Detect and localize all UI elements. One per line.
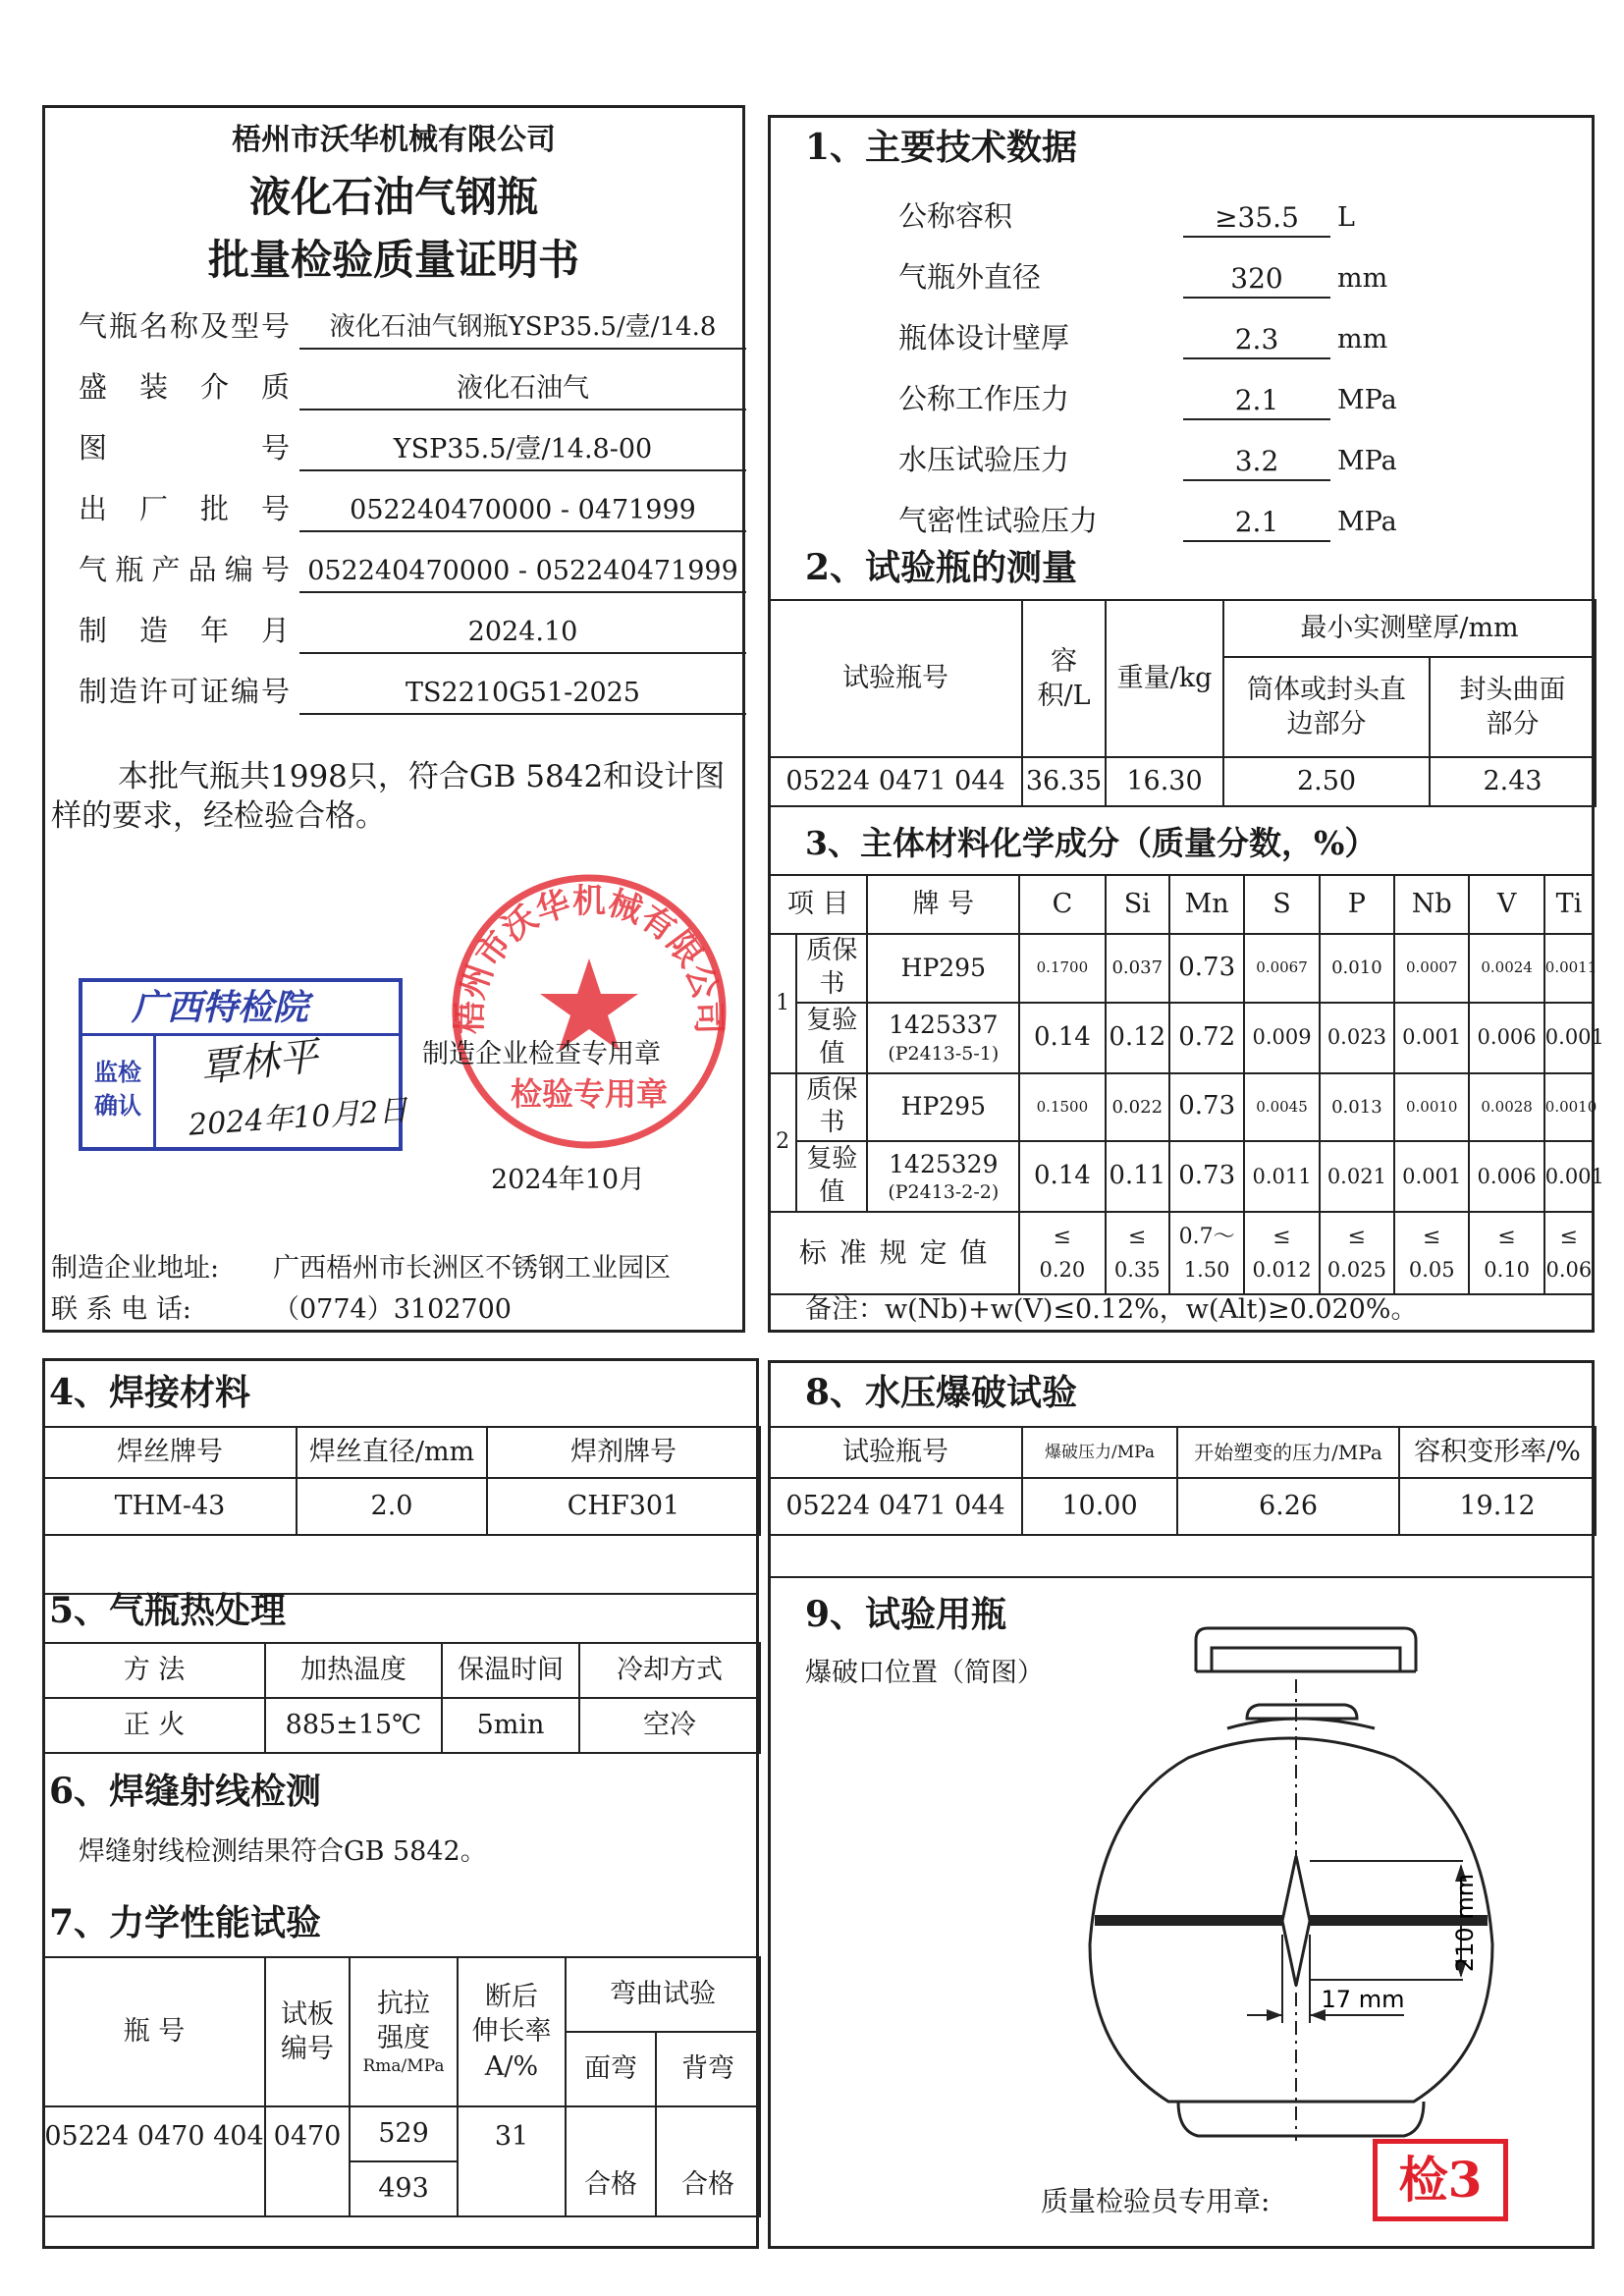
h-element-P: P [1320, 875, 1394, 934]
tech-label-5: 气密性试验压力 [898, 504, 1099, 537]
tech-value-4: 3.2 [1234, 445, 1279, 477]
inspector-stamp: 检3 [1373, 2139, 1508, 2221]
inspection-label-1: 监检 [94, 1058, 141, 1086]
chem-value-Si: 0.037 [1106, 934, 1169, 1003]
cell-flux-grade: CHF301 [487, 1478, 760, 1535]
h-element-Nb: Nb [1394, 875, 1469, 934]
cell-heat-temp: 885±15℃ [265, 1698, 442, 1753]
sec3-title: 3、主体材料化学成分（质量分数，%） [805, 824, 1378, 862]
h-volume: 容积/L [1022, 600, 1106, 757]
row-type: 质保书 [796, 934, 867, 1003]
field-underline-4 [299, 591, 746, 593]
h-element-V: V [1469, 875, 1543, 934]
h-wire-diameter: 焊丝直径/mm [297, 1427, 487, 1478]
std-value-P: ≤ 0.025 [1320, 1212, 1394, 1294]
h-burst-bottle: 试验瓶号 [769, 1427, 1022, 1478]
chem-value-Nb: 0.001 [1394, 1003, 1469, 1073]
h-burst-pressure: 爆破压力/MPa [1022, 1427, 1177, 1478]
tech-unit-5: MPa [1337, 507, 1397, 537]
company-seal [442, 864, 736, 1159]
h-flux-grade: 焊剂牌号 [487, 1427, 760, 1478]
h-yield-pressure: 开始塑变的压力/MPa [1177, 1427, 1399, 1478]
cell-elongation: 31 [458, 2106, 566, 2216]
cell-hold-time: 5min [442, 1698, 579, 1753]
h-element-C: C [1019, 875, 1105, 934]
sec8-title: 8、水压爆破试验 [805, 1372, 1078, 1413]
chem-value-S: 0.009 [1244, 1003, 1319, 1073]
field-value-6: TS2210G51-2025 [406, 678, 640, 708]
cell-tensile-1: 529 [350, 2106, 458, 2161]
phone-label: 联 系 电 话: [51, 1294, 191, 1325]
cell-wire-diameter: 2.0 [297, 1478, 487, 1535]
cell-plate-no: 0470 [265, 2106, 350, 2216]
tech-underline-0 [1183, 236, 1330, 238]
chem-value-P: 0.013 [1320, 1073, 1394, 1142]
sec6-title: 6、焊缝射线检测 [49, 1771, 322, 1812]
chem-value-S: 0.0045 [1244, 1073, 1319, 1142]
sec1-title: 1、主要技术数据 [805, 127, 1078, 168]
field-label-0: 气瓶名称及型号 [79, 309, 290, 343]
row-grade: HP295 [867, 934, 1019, 1003]
chem-value-Mn: 0.73 [1169, 1141, 1244, 1212]
chem-value-P: 0.023 [1320, 1003, 1394, 1073]
cell-burst-bottle: 05224 0471 044 [769, 1478, 1022, 1535]
inspection-signature: 覃林平 [197, 1033, 321, 1092]
h-hold-time: 保温时间 [442, 1643, 579, 1698]
tech-value-2: 2.3 [1234, 323, 1279, 355]
h-heat-temp: 加热温度 [265, 1643, 442, 1698]
tech-unit-3: MPa [1337, 385, 1397, 415]
cell-wire-grade: THM-43 [43, 1478, 297, 1535]
field-label-5: 制 造 年 月 [79, 614, 290, 647]
chem-note: 备注：w(Nb)+w(V)≤0.12%，w(Alt)≥0.020%。 [805, 1294, 1418, 1325]
chem-value-Si: 0.11 [1106, 1141, 1169, 1212]
h-tensile: 抗拉 强度 Rma/MPa [350, 1957, 458, 2106]
std-value-S: ≤ 0.012 [1244, 1212, 1319, 1294]
chem-value-Nb: 0.0010 [1394, 1073, 1469, 1142]
cell-body-thickness: 2.50 [1223, 757, 1430, 806]
h-grade: 牌 号 [867, 875, 1019, 934]
tech-label-3: 公称工作压力 [898, 382, 1070, 415]
dim-width: 17 mm [1321, 1986, 1405, 2013]
inspection-date: 2024年10月2日 [188, 1093, 409, 1143]
chem-value-V: 0.006 [1469, 1141, 1543, 1212]
field-underline-1 [299, 409, 746, 410]
field-underline-2 [299, 469, 746, 471]
field-value-2: YSP35.5/壹/14.8-00 [393, 434, 653, 465]
sec7-title: 7、力学性能试验 [49, 1902, 322, 1943]
chemistry-table [768, 874, 1604, 1295]
chem-value-V: 0.0028 [1469, 1073, 1543, 1142]
tech-underline-2 [1183, 357, 1330, 359]
inspector-label: 质量检验员专用章: [1041, 2185, 1271, 2217]
cell-bottle-no: 05224 0471 044 [769, 757, 1022, 806]
h-face-bend: 面弯 [566, 2032, 656, 2106]
chem-value-Si: 0.022 [1106, 1073, 1169, 1142]
h-elongation: 断后 伸长率 A/% [458, 1957, 566, 2106]
inspection-label-2: 确认 [94, 1091, 141, 1120]
cell-yield-pressure: 6.26 [1177, 1478, 1399, 1535]
sec9-title: 9、试验用瓶 [805, 1594, 1007, 1635]
h-back-bend: 背弯 [656, 2032, 760, 2106]
chem-value-Ti: 0.0011 [1544, 934, 1594, 1003]
field-underline-3 [299, 530, 746, 532]
chem-value-Ti: 0.0010 [1544, 1073, 1594, 1142]
h-min-thickness: 最小实测壁厚/mm [1223, 600, 1596, 657]
cell-cooling: 空冷 [579, 1698, 760, 1753]
tech-value-3: 2.1 [1234, 384, 1279, 416]
h-body-part: 筒体或封头直边部分 [1223, 657, 1430, 757]
inspection-org: 广西特检院 [132, 987, 309, 1028]
tech-underline-3 [1183, 418, 1330, 420]
tech-value-5: 2.1 [1234, 506, 1279, 538]
row-type: 复验值 [796, 1141, 867, 1212]
row-grade: HP295 [867, 1073, 1019, 1142]
cell-weight: 16.30 [1106, 757, 1223, 806]
cylinder-diagram [1051, 1611, 1502, 2160]
cell-volume: 36.35 [1022, 757, 1106, 806]
h-weight: 重量/kg [1106, 600, 1223, 757]
h-wire-grade: 焊丝牌号 [43, 1427, 297, 1478]
chem-value-Mn: 0.72 [1169, 1003, 1244, 1073]
row-type: 复验值 [796, 1003, 867, 1073]
field-value-0: 液化石油气钢瓶YSP35.5/壹/14.8 [329, 312, 717, 342]
cell-burst-pressure: 10.00 [1022, 1478, 1177, 1535]
chem-value-Mn: 0.73 [1169, 934, 1244, 1003]
std-value-V: ≤ 0.10 [1469, 1212, 1543, 1294]
h-bend-test: 弯曲试验 [566, 1957, 760, 2032]
h-volume-deform: 容积变形率/% [1399, 1427, 1596, 1478]
h-element-Mn: Mn [1169, 875, 1244, 934]
field-underline-0 [299, 348, 746, 350]
chem-value-Ti: 0.001 [1544, 1141, 1594, 1212]
h-head-part: 封头曲面部分 [1430, 657, 1596, 757]
phone-value: （0774）3102700 [273, 1294, 512, 1325]
field-label-2: 图 号 [79, 431, 290, 465]
tech-underline-1 [1183, 297, 1330, 299]
seal-center-text: 检验专用章 [510, 1075, 669, 1113]
tech-label-0: 公称容积 [898, 199, 1013, 233]
sec5-title: 5、气瓶热处理 [49, 1590, 287, 1631]
chem-value-Ti: 0.001 [1544, 1003, 1594, 1073]
field-label-1: 盛 装 介 质 [79, 370, 290, 404]
cell-tensile-2: 493 [350, 2161, 458, 2216]
h-element-Ti: Ti [1544, 875, 1594, 934]
company-name: 梧州市沃华机械有限公司 [232, 123, 556, 157]
std-value-Mn: 0.7～ 1.50 [1169, 1212, 1244, 1294]
std-value-Ti: ≤ 0.06 [1544, 1212, 1594, 1294]
welding-table [42, 1426, 761, 1536]
sec9-subtitle: 爆破口位置（简图） [805, 1658, 1044, 1688]
doc-title-2: 批量检验质量证明书 [207, 236, 579, 284]
h-bottle: 瓶 号 [43, 1957, 265, 2106]
field-underline-6 [299, 713, 746, 715]
cell-back-bend: 合格 [656, 2106, 760, 2216]
cell-volume-deform: 19.12 [1399, 1478, 1596, 1535]
field-value-5: 2024.10 [467, 617, 578, 647]
chem-value-S: 0.0067 [1244, 934, 1319, 1003]
statement-line-2: 样的要求，经检验合格。 [51, 798, 386, 834]
h-element-Si: Si [1106, 875, 1169, 934]
chem-value-C: 0.1500 [1019, 1073, 1105, 1142]
chem-value-P: 0.021 [1320, 1141, 1394, 1212]
chem-value-Mn: 0.73 [1169, 1073, 1244, 1142]
chem-value-Nb: 0.0007 [1394, 934, 1469, 1003]
group-no-1: 1 [769, 934, 796, 1073]
h-item: 项 目 [769, 875, 867, 934]
doc-title-1: 液化石油气钢瓶 [248, 173, 538, 221]
address-label: 制造企业地址: [51, 1253, 220, 1284]
row-type: 质保书 [796, 1073, 867, 1142]
field-value-3: 052240470000 - 0471999 [350, 495, 696, 525]
std-label: 标 准 规 定 值 [769, 1212, 1019, 1294]
chem-value-C: 0.1700 [1019, 934, 1105, 1003]
h-cooling: 冷却方式 [579, 1643, 760, 1698]
cell-face-bend: 合格 [566, 2106, 656, 2216]
row-grade: 1425337 (P2413-5-1) [867, 1003, 1019, 1073]
chem-value-P: 0.010 [1320, 934, 1394, 1003]
sec6-text: 焊缝射线检测结果符合GB 5842。 [79, 1836, 487, 1867]
tech-unit-2: mm [1337, 324, 1388, 355]
seal-date: 2024年10月 [491, 1165, 646, 1195]
tech-value-1: 320 [1230, 262, 1283, 295]
field-label-4: 气瓶产品编号 [79, 553, 290, 586]
tech-unit-0: L [1337, 202, 1355, 233]
field-underline-5 [299, 652, 746, 654]
mechanical-table [42, 1956, 761, 2217]
std-value-Nb: ≤ 0.05 [1394, 1212, 1469, 1294]
dim-height: 210 mm [1451, 1873, 1479, 1973]
seal-caption: 制造企业检查专用章 [422, 1039, 661, 1069]
seal-ring-text: 梧州市沃华机械有限公司 [450, 882, 729, 1035]
chem-value-C: 0.14 [1019, 1003, 1105, 1073]
address-value: 广西梧州市长洲区不锈钢工业园区 [273, 1253, 671, 1284]
std-value-C: ≤ 0.20 [1019, 1212, 1105, 1294]
tech-underline-4 [1183, 479, 1330, 481]
inspection-stamp [79, 978, 409, 1151]
h-plate-no: 试板 编号 [265, 1957, 350, 2106]
tech-label-1: 气瓶外直径 [898, 260, 1042, 294]
tech-unit-1: mm [1337, 263, 1388, 294]
field-label-6: 制造许可证编号 [79, 675, 290, 708]
tech-value-0: ≥35.5 [1215, 201, 1299, 234]
cell-mech-bottle: 05224 0470 404 [43, 2106, 265, 2216]
h-bottle-no: 试验瓶号 [769, 600, 1022, 757]
sec4-title: 4、焊接材料 [49, 1372, 251, 1413]
tech-label-2: 瓶体设计壁厚 [898, 321, 1070, 355]
statement-line-1: 本批气瓶共1998只，符合GB 5842和设计图 [118, 759, 726, 794]
tech-label-4: 水压试验压力 [898, 443, 1070, 476]
field-value-4: 052240470000 - 052240471999 [307, 556, 738, 586]
row-grade: 1425329 (P2413-2-2) [867, 1141, 1019, 1212]
chem-value-S: 0.011 [1244, 1141, 1319, 1212]
burst-table [768, 1426, 1597, 1536]
sec2-title: 2、试验瓶的测量 [805, 547, 1078, 588]
chem-value-Nb: 0.001 [1394, 1141, 1469, 1212]
chem-value-V: 0.0024 [1469, 934, 1543, 1003]
field-label-3: 出 厂 批 号 [79, 492, 290, 525]
measurement-table [768, 599, 1597, 807]
heat-treatment-table [42, 1642, 761, 1754]
cell-method: 正 火 [43, 1698, 265, 1753]
std-value-Si: ≤ 0.35 [1106, 1212, 1169, 1294]
tech-underline-5 [1183, 540, 1330, 542]
chem-value-C: 0.14 [1019, 1141, 1105, 1212]
group-no-2: 2 [769, 1073, 796, 1213]
h-element-S: S [1244, 875, 1319, 934]
h-method: 方 法 [43, 1643, 265, 1698]
cell-head-thickness: 2.43 [1430, 757, 1596, 806]
tech-unit-4: MPa [1337, 446, 1397, 476]
chem-value-V: 0.006 [1469, 1003, 1543, 1073]
chem-value-Si: 0.12 [1106, 1003, 1169, 1073]
field-value-1: 液化石油气 [457, 373, 589, 404]
